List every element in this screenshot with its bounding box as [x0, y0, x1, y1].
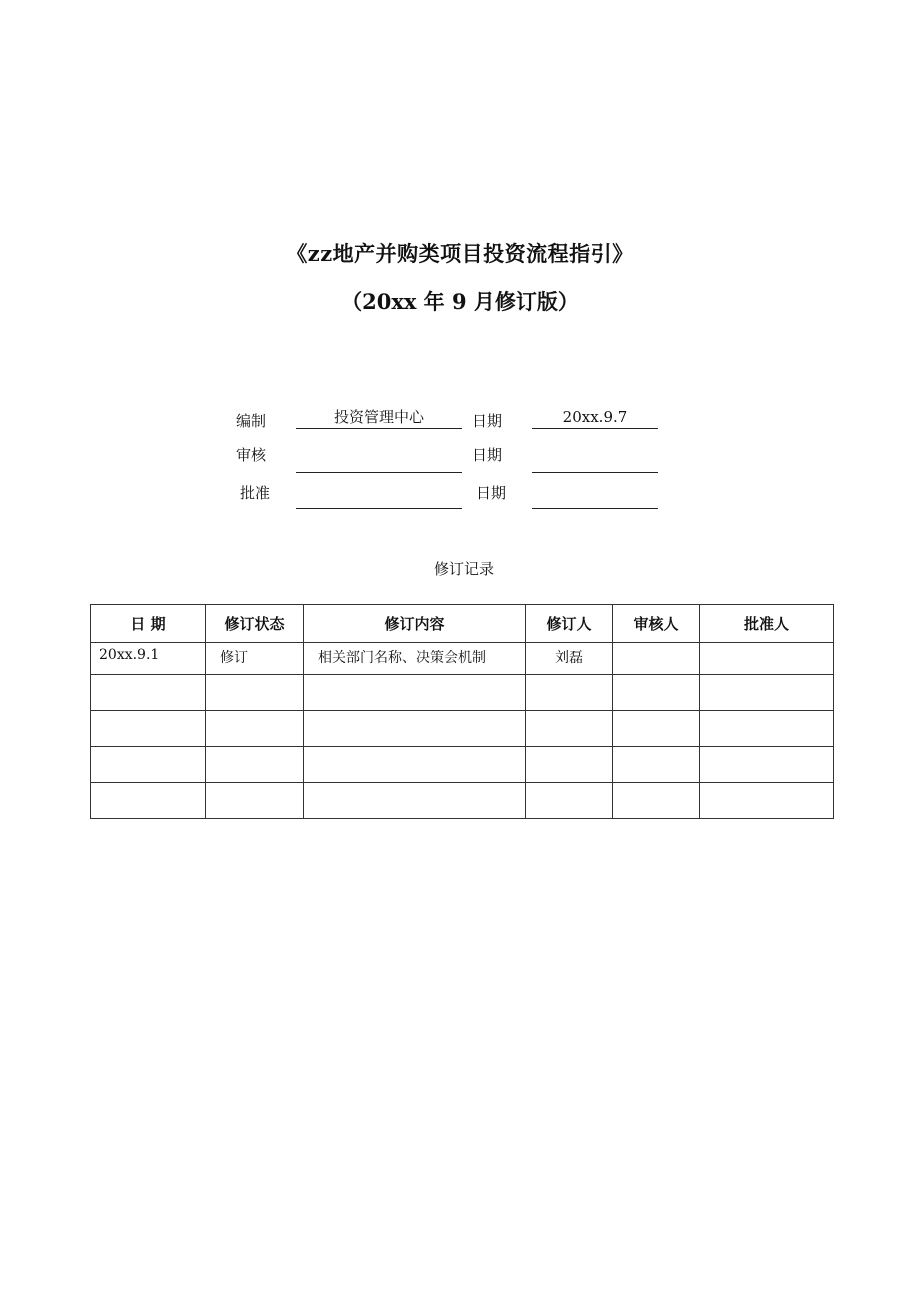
- header-reviser: 修订人: [526, 605, 613, 643]
- cell-reviser: [526, 711, 613, 747]
- cell-status: [206, 711, 304, 747]
- review-label: 审核: [236, 446, 267, 464]
- header-date: 日 期: [91, 605, 206, 643]
- cell-status: [206, 783, 304, 819]
- header-content: 修订内容: [304, 605, 526, 643]
- cell-approver: [700, 675, 834, 711]
- cell-reviser: 刘磊: [526, 643, 613, 675]
- approve-value: [296, 486, 462, 509]
- cell-date: [91, 747, 206, 783]
- compile-date-label: 日期: [472, 412, 503, 430]
- cell-reviser: [526, 747, 613, 783]
- cell-date: 20xx.9.1: [91, 643, 206, 675]
- document-title: 《zz地产并购类项目投资流程指引》: [286, 241, 634, 266]
- revision-table-header: [91, 605, 834, 643]
- cell-content: 相关部门名称、决策会机制: [304, 643, 526, 675]
- header-reviewer: 审核人: [613, 605, 700, 643]
- cell-approver: [700, 711, 834, 747]
- cell-reviewer: [613, 675, 700, 711]
- cell-content: [304, 783, 526, 819]
- cell-status: [206, 747, 304, 783]
- approve-date-label: 日期: [476, 484, 507, 502]
- cell-status: [206, 675, 304, 711]
- cell-reviewer: [613, 643, 700, 675]
- cell-content: [304, 675, 526, 711]
- cell-date: [91, 675, 206, 711]
- cell-reviser: [526, 783, 613, 819]
- cell-date: [91, 711, 206, 747]
- cell-reviewer: [613, 747, 700, 783]
- cell-reviewer: [613, 711, 700, 747]
- review-date-value: [532, 450, 658, 473]
- table-row: [91, 747, 834, 783]
- cell-content: [304, 711, 526, 747]
- header-status: 修订状态: [206, 605, 304, 643]
- approve-label: 批准: [240, 484, 271, 502]
- cell-approver: [700, 643, 834, 675]
- compile-date-value: 20xx.9.7: [532, 406, 658, 429]
- header-approver: 批准人: [700, 605, 834, 643]
- table-row: [91, 675, 834, 711]
- cell-status: 修订: [206, 643, 304, 675]
- table-row: [91, 711, 834, 747]
- cell-date: [91, 783, 206, 819]
- table-row: [91, 783, 834, 819]
- review-value: [296, 450, 462, 473]
- table-row: [91, 643, 834, 675]
- compile-label: 编制: [236, 412, 267, 430]
- document-subtitle: （20xx 年 9 月修订版）: [341, 289, 579, 314]
- cell-reviewer: [613, 783, 700, 819]
- approve-date-value: [532, 486, 658, 509]
- revision-table: [90, 604, 834, 819]
- revision-record-title: 修订记录: [433, 560, 494, 578]
- compile-value: 投资管理中心: [296, 406, 462, 429]
- review-date-label: 日期: [472, 446, 503, 464]
- cell-approver: [700, 783, 834, 819]
- cell-reviser: [526, 675, 613, 711]
- cell-content: [304, 747, 526, 783]
- cell-approver: [700, 747, 834, 783]
